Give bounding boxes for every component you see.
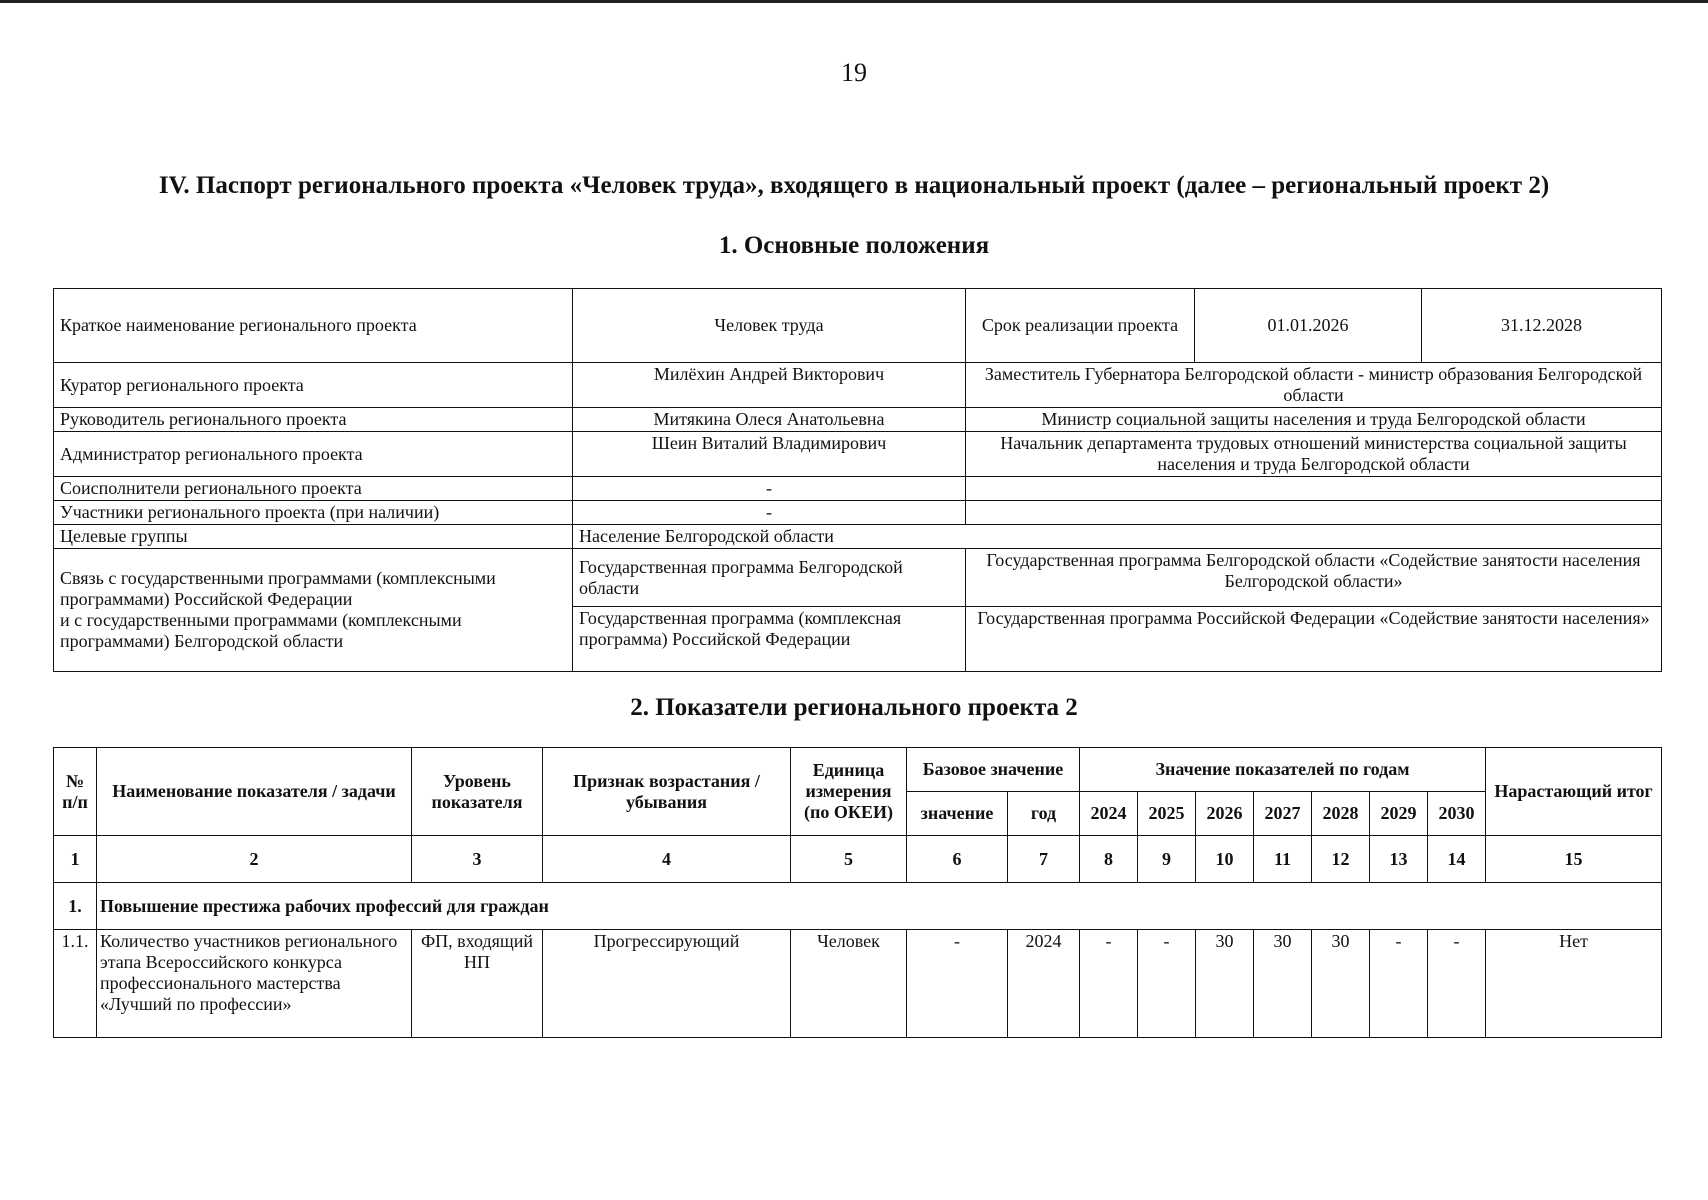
row-unit: Человек (791, 930, 907, 1038)
coexec-empty (966, 477, 1662, 501)
table-row (54, 930, 1662, 1038)
section1-title: 1. Основные положения (718, 232, 990, 259)
row-num: 1.1. (54, 930, 97, 1038)
header-sign: Признак возрастания / убывания (543, 748, 791, 836)
page-number: 19 (841, 58, 867, 87)
table-row (54, 289, 1662, 363)
table-row (54, 408, 1662, 432)
group-title: Повышение престижа рабочих профессий для граждан (97, 883, 1662, 930)
header-cumulative: Нарастающий итог (1486, 748, 1662, 836)
participants-label: Участники регионального проекта (при наличии) (54, 501, 573, 525)
column-number: 15 (1486, 836, 1662, 883)
header-year: 2025 (1138, 792, 1196, 836)
short-name-label: Краткое наименование регионального проекта (54, 289, 573, 363)
admin-label: Администратор регионального проекта (54, 432, 573, 477)
coexec-label: Соисполнители регионального проекта (54, 477, 573, 501)
row-base-value: - (907, 930, 1008, 1038)
header-year: 2030 (1428, 792, 1486, 836)
header-year: 2024 (1080, 792, 1138, 836)
header-num: № п/п (54, 748, 97, 836)
row-year-value: - (1370, 930, 1428, 1038)
link-row2-value: Государственная программа Российской Федерации «Содействие занятости населения» (966, 607, 1662, 672)
indicators-table (53, 747, 1662, 1038)
column-number: 1 (54, 836, 97, 883)
top-border-line (0, 0, 1708, 3)
header-base-value: значение (907, 792, 1008, 836)
column-number: 11 (1254, 836, 1312, 883)
link-row2-type: Государственная программа (комплексная программа) Российской Федерации (573, 607, 966, 672)
header-year: 2029 (1370, 792, 1428, 836)
short-name-value: Человек труда (573, 289, 966, 363)
column-number: 5 (791, 836, 907, 883)
row-level: ФП, входящий НП (412, 930, 543, 1038)
row-name: Количество участников регионального этапа Всероссийского конкурса профессионального мастерства «Лучший по профессии» (97, 930, 412, 1038)
head-name: Митякина Олеся Анатольевна (573, 408, 966, 432)
column-number: 6 (907, 836, 1008, 883)
participants-value: - (573, 501, 966, 525)
start-date: 01.01.2026 (1195, 289, 1422, 363)
link-label-line-2: и с государственными программами (комплексными программами) Белгородской области (60, 610, 462, 651)
head-position: Министр социальной защиты населения и труда Белгородской области (966, 408, 1662, 432)
column-number: 13 (1370, 836, 1428, 883)
table-row (54, 432, 1662, 477)
target-label: Целевые группы (54, 525, 573, 549)
participants-empty (966, 501, 1662, 525)
link-row1-value: Государственная программа Белгородской области «Содействие занятости населения Белгородской области» (966, 549, 1662, 607)
admin-position: Начальник департамента трудовых отношений министерства социальной защиты населения и труда Белгородской области (966, 432, 1662, 477)
coexec-value: - (573, 477, 966, 501)
link-label-line-1: Связь с государственными программами (комплексными программами) Российской Федерации (60, 568, 496, 609)
table-row (54, 363, 1662, 408)
table-row (54, 501, 1662, 525)
target-value: Население Белгородской области (573, 525, 1662, 549)
row-sign: Прогрессирующий (543, 930, 791, 1038)
table-row (54, 525, 1662, 549)
header-year: 2026 (1196, 792, 1254, 836)
row-year-value: - (1138, 930, 1196, 1038)
table-row (54, 549, 1662, 607)
group-row (54, 883, 1662, 930)
column-number: 4 (543, 836, 791, 883)
row-year-value: - (1080, 930, 1138, 1038)
column-number: 12 (1312, 836, 1370, 883)
column-numbers-row (54, 836, 1662, 883)
column-number: 2 (97, 836, 412, 883)
column-number: 10 (1196, 836, 1254, 883)
curator-name: Милёхин Андрей Викторович (573, 363, 966, 408)
table-row (54, 477, 1662, 501)
row-year-value: 30 (1254, 930, 1312, 1038)
column-number: 3 (412, 836, 543, 883)
group-num: 1. (54, 883, 97, 930)
section2-title: 2. Показатели регионального проекта 2 (630, 694, 1078, 721)
link-label (54, 549, 573, 672)
column-number: 7 (1008, 836, 1080, 883)
term-label: Срок реализации проекта (966, 289, 1195, 363)
header-year: 2028 (1312, 792, 1370, 836)
header-base: Базовое значение (907, 748, 1080, 792)
column-number: 8 (1080, 836, 1138, 883)
row-year-value: 30 (1196, 930, 1254, 1038)
row-cumulative: Нет (1486, 930, 1662, 1038)
row-year-value: - (1428, 930, 1486, 1038)
header-unit: Единица измерения (по ОКЕИ) (791, 748, 907, 836)
row-year-value: 30 (1312, 930, 1370, 1038)
end-date: 31.12.2028 (1422, 289, 1662, 363)
column-number: 14 (1428, 836, 1486, 883)
head-label: Руководитель регионального проекта (54, 408, 573, 432)
admin-name: Шеин Виталий Владимирович (573, 432, 966, 477)
header-name: Наименование показателя / задачи (97, 748, 412, 836)
link-row1-type: Государственная программа Белгородской области (573, 549, 966, 607)
header-year: 2027 (1254, 792, 1312, 836)
curator-label: Куратор регионального проекта (54, 363, 573, 408)
row-base-year: 2024 (1008, 930, 1080, 1038)
curator-position: Заместитель Губернатора Белгородской области - министр образования Белгородской области (966, 363, 1662, 408)
column-number: 9 (1138, 836, 1196, 883)
header-base-year: год (1008, 792, 1080, 836)
header-by-years: Значение показателей по годам (1080, 748, 1486, 792)
main-provisions-table (53, 288, 1662, 672)
header-level: Уровень показателя (412, 748, 543, 836)
document-title: IV. Паспорт регионального проекта «Человек труда», входящего в национальный проект (далее – региональный проект 2) (158, 172, 1550, 199)
header-row (54, 748, 1662, 792)
